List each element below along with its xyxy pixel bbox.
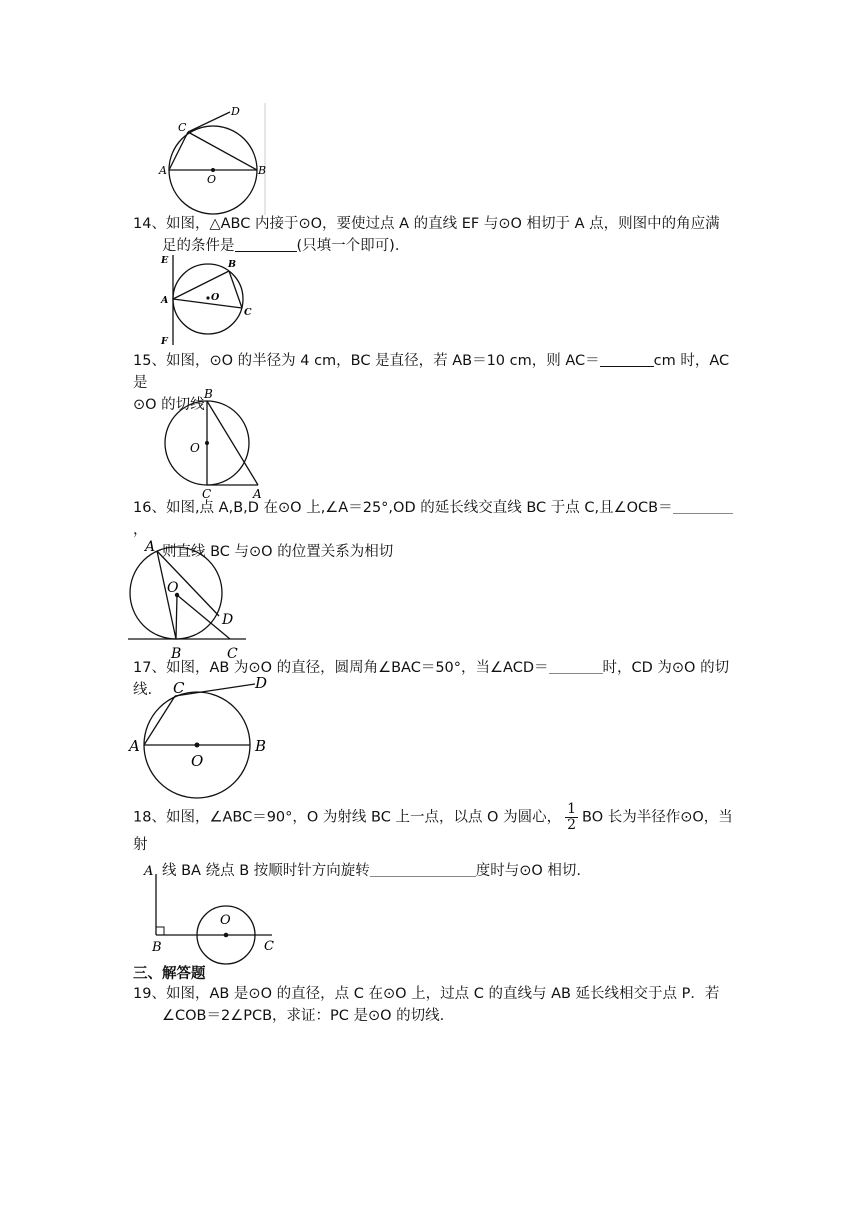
label-b: B [255,737,267,755]
question-number: 16、 [133,500,166,516]
figure-q18 [142,860,282,955]
label-d: D [231,105,240,118]
question-text: 如图,点 A,B,D 在⊙O 上,∠A＝25°,OD 的延长线交直线 BC 于点 C,且∠OCB＝ [165,500,673,516]
question-14 [133,213,733,257]
answer-blank[interactable] [549,657,603,674]
question-text: 如图，∠ABC＝90°，O 为射线 BC 上一点，以点 O 为圆心， [165,809,562,826]
label-a: A [253,487,262,501]
label-a: A [145,539,156,555]
label-b: B [171,646,182,662]
label-f: F [161,336,168,347]
figure-q17 [127,674,277,804]
label-a: A [144,864,154,879]
answer-blank[interactable] [370,860,476,877]
label-a: A [161,295,169,306]
label-b: B [204,387,213,401]
label-c: C [244,307,252,318]
label-d: D [255,674,268,692]
label-b: B [228,259,237,270]
label-d: D [222,612,234,628]
question-text: 如图，△ABC 内接于⊙O，要使过点 A 的直线 EF 与⊙O 相切于 A 点，则图中的角应满 [165,216,720,232]
figure-q16 [128,536,248,661]
question-number: 15、 [133,353,166,369]
question-text: 如图，AB 为⊙O 的直径，圆周角∠BAC＝50°，当∠ACD＝ [165,660,549,676]
fraction-denominator: 2 [567,817,576,833]
label-c: C [178,121,187,134]
question-text: 如图，⊙O 的半径为 4 cm，BC 是直径，若 AB＝10 cm，则 AC＝ [165,353,600,369]
label-c: C [227,646,238,662]
fraction [565,802,578,833]
question-text: cm 时，AC 是 [133,353,730,391]
question-text: BO 长为半径作⊙O，当射 [133,809,733,853]
question-text: 度时与⊙O 相切. [475,863,582,879]
question-text: 则直线 BC 与⊙O 的位置关系为相切 [162,544,394,560]
answer-blank[interactable] [673,497,733,514]
question-text: (只填一个即可). [296,238,400,254]
question-text: 如图，AB 是⊙O 的直径，点 C 在⊙O 上，过点 C 的直线与 AB 延长线相交于点 P．若 [165,986,720,1002]
label-o: O [220,913,231,928]
answer-blank[interactable] [235,235,297,252]
question-text: 足的条件是 [162,238,235,254]
question-number: 19、 [133,986,166,1002]
label-b: B [152,940,162,955]
question-number: 14、 [133,216,166,232]
question-19 [133,983,733,1027]
question-text: 线 BA 绕点 B 按顺时针方向旋转 [162,863,370,879]
fraction-numerator: 1 [567,801,576,817]
label-e: E [161,255,169,266]
question-number: 18、 [133,809,166,826]
label-o: O [167,580,179,596]
question-text: ， [133,522,148,538]
figure-q14 [158,253,258,348]
question-number: 17、 [133,660,166,676]
label-b: B [258,164,267,177]
question-text: 时，CD 为⊙O 的切线. [133,660,730,698]
label-o: O [207,173,217,186]
label-o: O [190,441,200,455]
label-c: C [173,679,185,697]
label-c: C [202,487,212,501]
question-text: ⊙O 的切线 [133,397,205,413]
label-o: O [191,752,204,770]
label-a: A [159,164,167,177]
label-c: C [264,939,274,954]
figure-q13 [158,103,273,215]
figure-q15 [186,387,276,501]
section-title: 三、解答题 [133,966,206,982]
label-o: O [211,292,220,303]
label-a: A [129,737,140,755]
answer-blank[interactable] [600,350,654,367]
question-text: ∠COB＝2∠PCB，求证：PC 是⊙O 的切线. [162,1008,445,1024]
